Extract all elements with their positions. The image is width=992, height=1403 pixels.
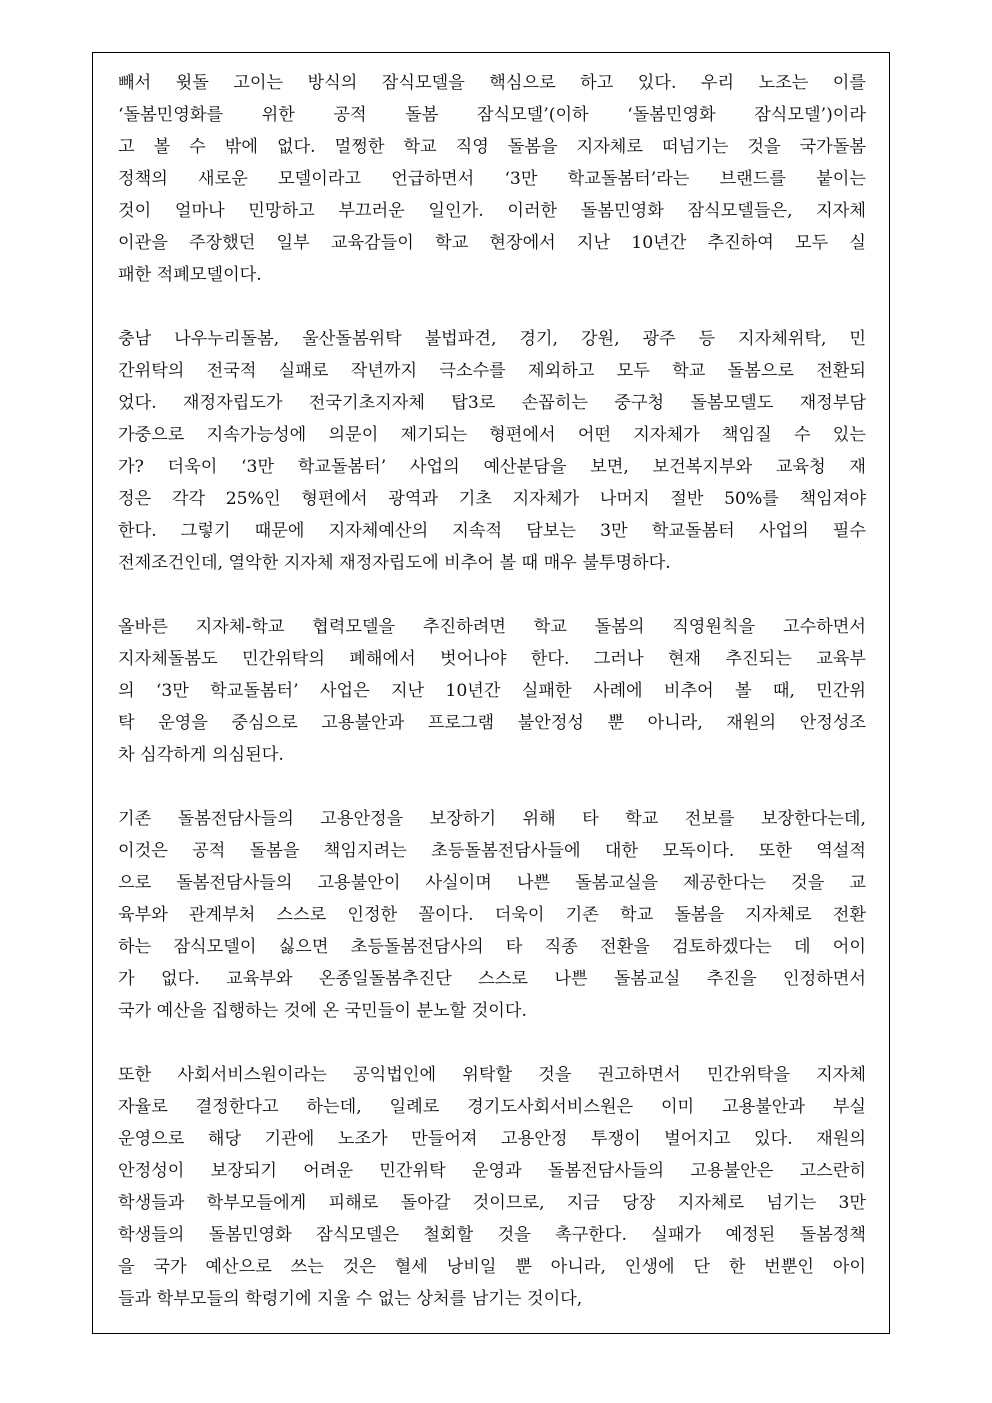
text-line: 었다. 재정자립도가 전국기초지자체 탑3로 손꼽히는 중구청 돌봄모델도 재정부담 [118, 393, 866, 413]
text-line: ‘돌봄민영화를 위한 공적 돌봄 잠식모델’(이하 ‘돌봄민영화 잠식모델’)이라 [118, 105, 866, 125]
text-line: 가 없다. 교육부와 온종일돌봄추진단 스스로 나쁜 돌봄교실 추진을 인정하면서 [118, 969, 866, 989]
text-line: 빼서 윗돌 고이는 방식의 잠식모델을 핵심으로 하고 있다. 우리 노조는 이를 [118, 73, 866, 93]
paragraph [118, 803, 866, 1027]
text-line: 가중으로 지속가능성에 의문이 제기되는 형편에서 어떤 지자체가 책임질 수 있는 [118, 425, 866, 445]
text-line: 고 볼 수 밖에 없다. 멀쩡한 학교 직영 돌봄을 지자체로 떠넘기는 것을 국가돌봄 [118, 137, 866, 157]
text-line: 탁 운영을 중심으로 고용불안과 프로그램 불안정성 뿐 아니라, 재원의 안정성조 [118, 713, 866, 733]
paragraph [118, 1059, 866, 1315]
text-line: 전제조건인데, 열악한 지자체 재정자립도에 비추어 볼 때 매우 불투명하다. [118, 553, 671, 573]
text-line: 국가 예산을 집행하는 것에 온 국민들이 분노할 것이다. [118, 1001, 527, 1021]
text-line: 이것은 공적 돌봄을 책임지려는 초등돌봄전담사들에 대한 모독이다. 또한 역설적 [118, 841, 866, 861]
text-line: 한다. 그렇기 때문에 지자체예산의 지속적 담보는 3만 학교돌봄터 사업의 필수 [118, 521, 866, 541]
text-line: 학생들과 학부모들에게 피해로 돌아갈 것이므로, 지금 당장 지자체로 넘기는 3만 [118, 1193, 866, 1213]
text-line: 정은 각각 25%인 형편에서 광역과 기초 지자체가 나머지 절반 50%를 책임져야 [118, 489, 866, 509]
text-line: 하는 잠식모델이 싫으면 초등돌봄전담사의 타 직종 전환을 검토하겠다는 데 어이 [118, 937, 866, 957]
text-line: 의 ‘3만 학교돌봄터’ 사업은 지난 10년간 실패한 사례에 비추어 볼 때, 민간위 [118, 681, 866, 701]
paragraph [118, 611, 866, 771]
text-line: 가? 더욱이 ‘3만 학교돌봄터’ 사업의 예산분담을 보면, 보건복지부와 교육청 재 [118, 457, 866, 477]
text-line: 지자체돌봄도 민간위탁의 폐해에서 벗어나야 한다. 그러나 현재 추진되는 교육부 [118, 649, 866, 669]
paragraph [118, 67, 866, 291]
text-line: 충남 나우누리돌봄, 울산돌봄위탁 불법파견, 경기, 강원, 광주 등 지자체위탁, 민 [118, 329, 866, 349]
paragraph [118, 323, 866, 579]
text-line: 정책의 새로운 모델이라고 언급하면서 ‘3만 학교돌봄터’라는 브랜드를 붙이는 [118, 169, 866, 189]
document-frame [92, 52, 890, 1334]
text-line: 또한 사회서비스원이라는 공익법인에 위탁할 것을 권고하면서 민간위탁을 지자체 [118, 1065, 866, 1085]
text-line: 을 국가 예산으로 쓰는 것은 혈세 낭비일 뿐 아니라, 인생에 단 한 번뿐인 아이 [118, 1257, 866, 1277]
text-line: 간위탁의 전국적 실패로 작년까지 극소수를 제외하고 모두 학교 돌봄으로 전환되 [118, 361, 866, 381]
text-line: 으로 돌봄전담사들의 고용불안이 사실이며 나쁜 돌봄교실을 제공한다는 것을 교 [118, 873, 866, 893]
document-body [118, 67, 866, 1315]
text-line: 기존 돌봄전담사들의 고용안정을 보장하기 위해 타 학교 전보를 보장한다는데, [118, 809, 866, 829]
text-line: 올바른 지자체-학교 협력모델을 추진하려면 학교 돌봄의 직영원칙을 고수하면서 [118, 617, 866, 637]
text-line: 안정성이 보장되기 어려운 민간위탁 운영과 돌봄전담사들의 고용불안은 고스란히 [118, 1161, 866, 1181]
text-line: 이관을 주장했던 일부 교육감들이 학교 현장에서 지난 10년간 추진하여 모두 실 [118, 233, 866, 253]
text-line: 운영으로 해당 기관에 노조가 만들어져 고용안정 투쟁이 벌어지고 있다. 재원의 [118, 1129, 866, 1149]
text-line: 패한 적폐모델이다. [118, 265, 262, 285]
text-line: 자율로 결정한다고 하는데, 일례로 경기도사회서비스원은 이미 고용불안과 부실 [118, 1097, 866, 1117]
text-line: 육부와 관계부처 스스로 인정한 꼴이다. 더욱이 기존 학교 돌봄을 지자체로 전환 [118, 905, 866, 925]
text-line: 것이 얼마나 민망하고 부끄러운 일인가. 이러한 돌봄민영화 잠식모델들은, 지자체 [118, 201, 866, 221]
text-line: 차 심각하게 의심된다. [118, 745, 284, 765]
text-line: 학생들의 돌봄민영화 잠식모델은 철회할 것을 촉구한다. 실패가 예정된 돌봄정책 [118, 1225, 866, 1245]
text-line: 들과 학부모들의 학령기에 지울 수 없는 상처를 남기는 것이다, [118, 1289, 583, 1309]
